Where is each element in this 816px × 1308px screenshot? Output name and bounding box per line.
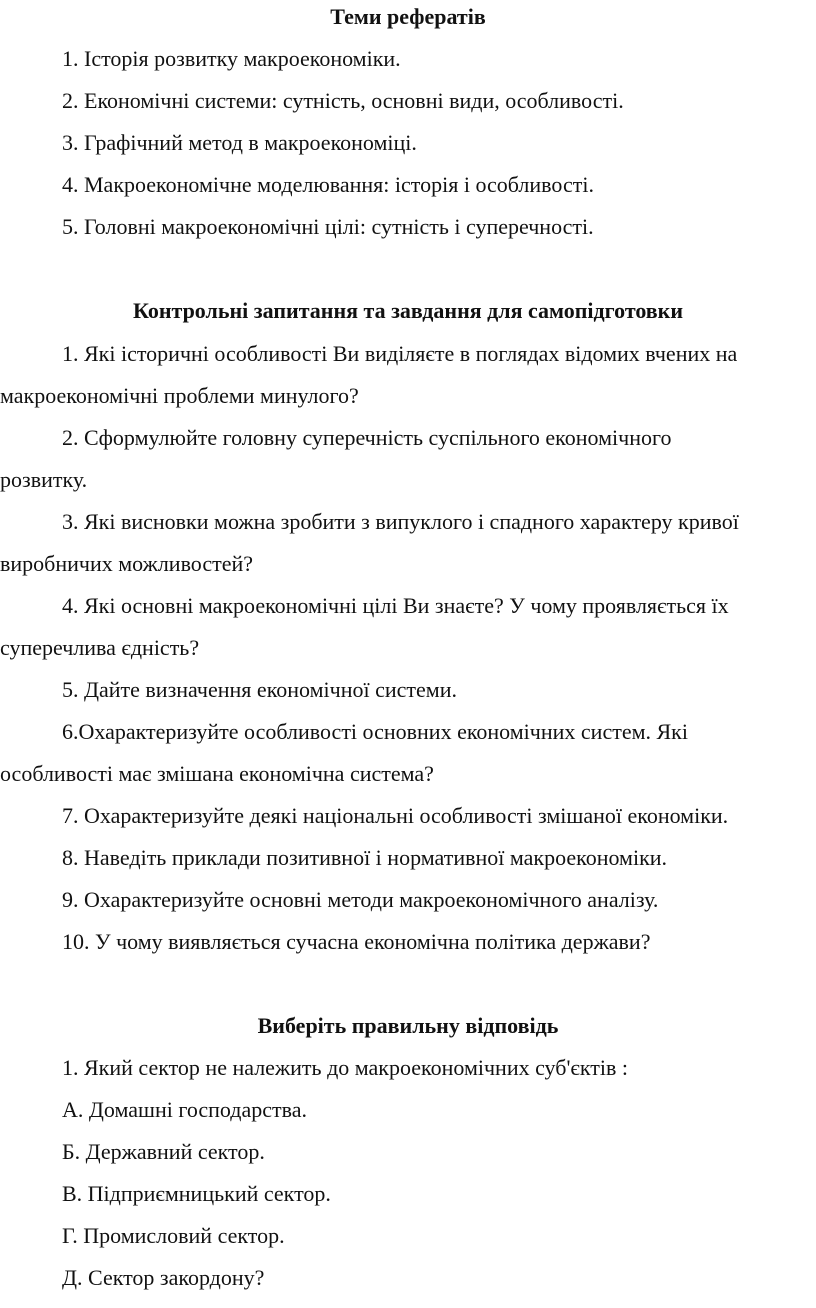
question-line-continuation: макроекономічні проблеми минулого? [0,383,359,408]
question-line: 1. Які історичні особливості Ви виділяєте в поглядах відомих вчених на [62,341,738,366]
section-heading-essay-topics: Теми рефератів [330,4,486,29]
essay-topic-item: 3. Графічний метод в макроекономіці. [62,130,417,155]
question-line-continuation: розвитку. [0,467,88,492]
essay-topic-item: 4. Макроекономічне моделювання: історія і особливості. [62,172,594,197]
essay-topic-item: 2. Економічні системи: сутність, основні види, особливості. [62,88,624,113]
question-line-continuation: виробничих можливостей? [0,551,254,576]
question-line: 7. Охарактеризуйте деякі національні особливості змішаної економіки. [62,803,729,828]
question-line: 8. Наведіть приклади позитивної і нормативної макроекономіки. [62,845,668,870]
essay-topic-item: 1. Історія розвитку макроекономіки. [62,46,401,71]
section-heading-control-questions: Контрольні запитання та завдання для самопідготовки [132,298,684,323]
question-line: 6.Охарактеризуйте особливості основних економічних систем. Які [62,719,688,744]
question-line-continuation: особливості має змішана економічна система? [0,761,434,786]
question-line: 9. Охарактеризуйте основні методи макроекономічного аналізу. [62,887,659,912]
question-line-continuation: суперечлива єдність? [0,635,200,660]
quiz-option: В. Підприємницький сектор. [62,1181,331,1206]
question-line: 2. Сформулюйте головну суперечність суспільного економічного [62,425,672,450]
quiz-question: 1. Який сектор не належить до макроекономічних суб'єктів : [62,1055,628,1080]
quiz-option: Б. Державний сектор. [62,1139,265,1164]
section-heading-choose-answer: Виберіть правильну відповідь [257,1013,559,1038]
question-line: 4. Які основні макроекономічні цілі Ви знаєте? У чому проявляється їх [62,593,729,618]
quiz-option: А. Домашні господарства. [62,1097,307,1122]
quiz-option: Г. Промисловий сектор. [62,1223,285,1248]
essay-topic-item: 5. Головні макроекономічні цілі: сутність і суперечності. [62,214,594,239]
question-line: 10. У чому виявляється сучасна економічна політика держави? [62,929,651,954]
question-line: 5. Дайте визначення економічної системи. [62,677,457,702]
quiz-option: Д. Сектор закордону? [62,1265,265,1290]
question-line: 3. Які висновки можна зробити з випуклого і спадного характеру кривої [62,509,739,534]
